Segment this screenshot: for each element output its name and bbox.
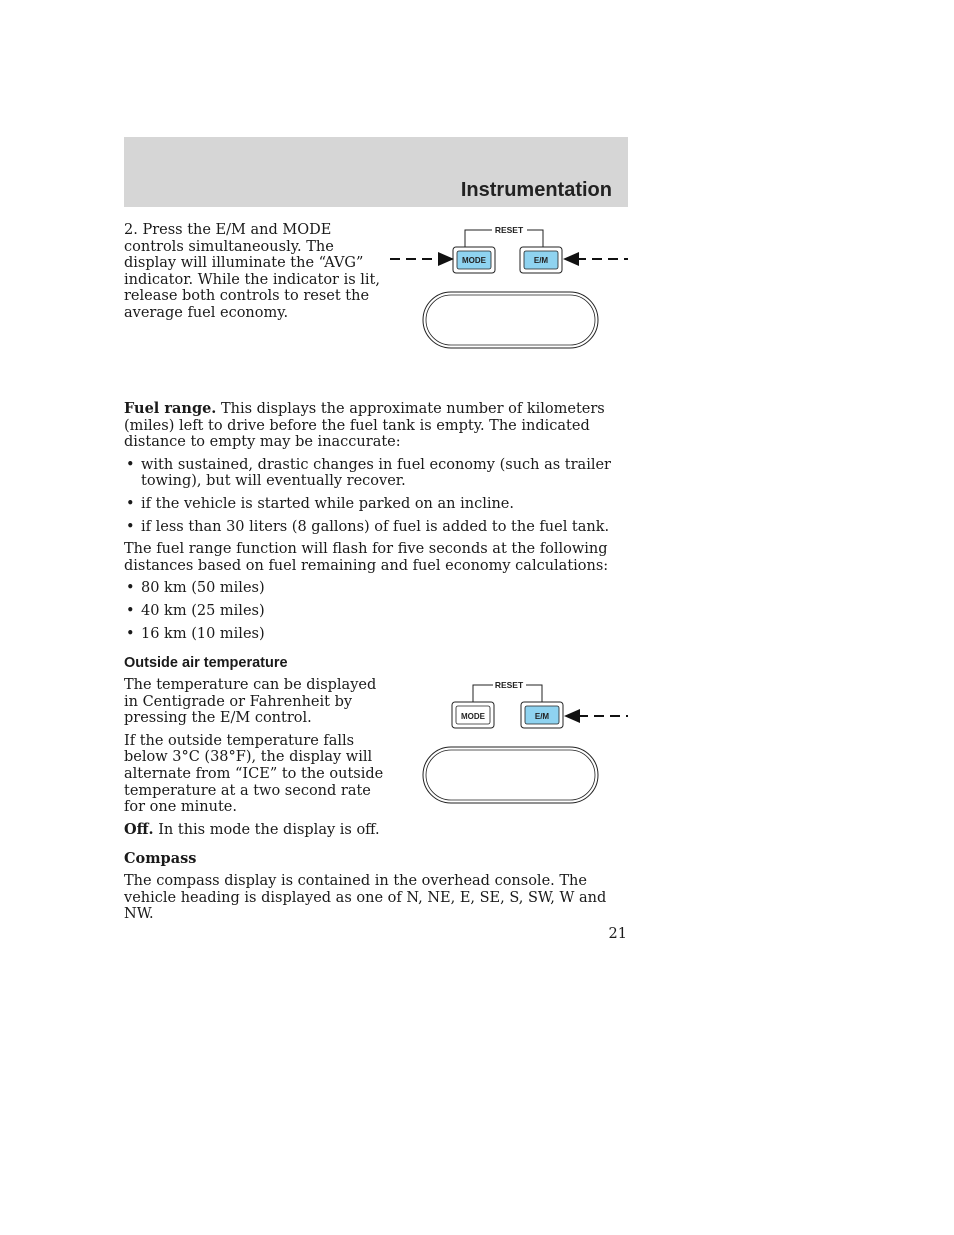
reset-diagram-both-controls [388, 222, 630, 352]
section-title: Instrumentation [460, 179, 612, 201]
fuel-range-term: Fuel range. [124, 400, 217, 417]
arrow-head-right-icon [438, 252, 454, 266]
list-item: • 16 km (10 miles) [124, 626, 628, 643]
list-item: • with sustained, drastic changes in fuel economy (such as trailer towing), but will eventually recover. [124, 457, 628, 490]
message-display [423, 292, 598, 348]
list-item: • 80 km (50 miles) [124, 580, 628, 597]
temperature-diagram-em-control [388, 677, 630, 807]
mode-button-label: MODE [462, 256, 486, 265]
compass-heading: Compass [124, 850, 197, 867]
fuel-range-distance-list [124, 580, 628, 642]
em-button-label: E/M [534, 712, 550, 721]
reset-label: RESET [494, 680, 524, 690]
section-header-band [124, 137, 628, 207]
outside-temp-p2: If the outside temperature falls below 3°C (38°F), the display will alternate from “ICE” to the outside temperature at a two second rate for one minute. [124, 732, 384, 816]
off-term: Off. [124, 820, 154, 838]
fuel-range-text: This displays the approximate number of kilometers (miles) left to drive before the fuel tank is empty. The indicated distance to empty may be inaccurate: [124, 401, 605, 451]
outside-temp-section [124, 677, 386, 844]
message-display [423, 747, 598, 803]
list-item: • if the vehicle is started while parked on an incline. [124, 496, 628, 513]
off-text: In this mode the display is off. [153, 821, 380, 838]
fuel-range-flash-text: The fuel range function will flash for five seconds at the following distances based on fuel remaining and fuel economy calculations: [124, 541, 609, 574]
outside-air-temperature-heading: Outside air temperature [124, 655, 288, 671]
arrow-head-left-icon [564, 709, 580, 723]
step-2-instruction: 2. Press the E/M and MODE controls simultaneously. The display will illuminate the “AVG” indicator. While the indicator is lit, release both controls to reset the average fuel economy. [124, 222, 380, 321]
fuel-range-intro [124, 401, 628, 451]
fuel-range-inaccuracy-list [124, 457, 628, 535]
list-item: • if less than 30 liters (8 gallons) of fuel is added to the fuel tank. [124, 519, 628, 536]
fuel-range-section [124, 401, 628, 648]
em-button-label: E/M [533, 256, 549, 265]
page-number: 21 [608, 926, 627, 942]
mode-button-label: MODE [461, 712, 485, 721]
compass-text: The compass display is contained in the overhead console. The vehicle heading is displayed as one of N, NE, E, SE, S, SW, W and NW. [124, 873, 607, 923]
arrow-head-left-icon [563, 252, 579, 266]
outside-temp-off [124, 822, 386, 839]
reset-label: RESET [494, 225, 524, 235]
outside-temp-p1: The temperature can be displayed in Centigrade or Fahrenheit by pressing the E/M control. [124, 677, 377, 727]
list-item: • 40 km (25 miles) [124, 603, 628, 620]
